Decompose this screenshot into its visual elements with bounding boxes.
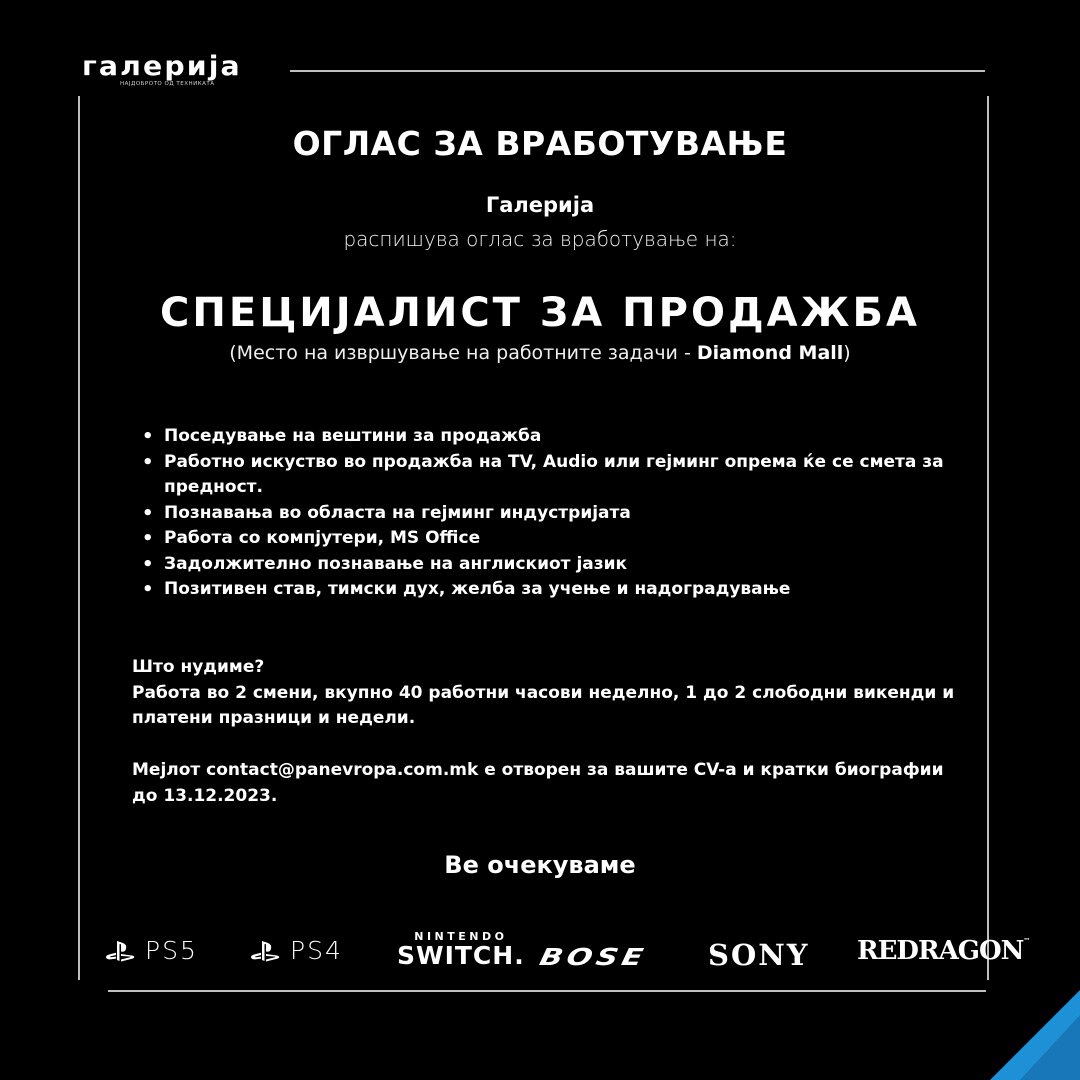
redragon-logo (857, 936, 1029, 966)
list-item: • Поседување на вештини за продажба (140, 424, 960, 450)
ps5-label: PS5 (145, 936, 198, 965)
brand-logos (105, 928, 1030, 978)
ps4-label: PS4 (290, 936, 343, 965)
location-suffix: ) (843, 342, 851, 364)
intro-text: распишува оглас за вработување на: (343, 227, 737, 251)
offer-question: Што нудиме? (132, 657, 265, 677)
galerija-logo (82, 52, 272, 92)
redragon-label: REDRAGON (857, 936, 1024, 966)
company-name: Галерија (485, 193, 595, 217)
location-place: Diamond Mall (696, 342, 844, 364)
list-item: • Работно искуство во продажба на TV, Audio или гејминг опрема ќе се смета за предност. (140, 450, 960, 501)
frame-bottom-line (108, 990, 986, 992)
logo-tagline: НАЈДОБРОТО ОД ТЕХНИКАТА (120, 81, 215, 87)
offer-text: Работа во 2 смени, вкупно 40 работни часови неделно, 1 до 2 слободни викенди и платени празници и недели. (132, 682, 955, 728)
playstation-icon (250, 940, 282, 964)
sony-logo: SONY (708, 938, 810, 972)
ps5-logo (105, 936, 198, 965)
logo-wordmark: галерија (82, 51, 242, 82)
switch-top-label: NINTENDO (414, 930, 508, 943)
offer-section (132, 655, 962, 732)
job-position: СПЕЦИЈАЛИСТ ЗА ПРОДАЖБА (160, 290, 920, 336)
job-location (0, 342, 1080, 364)
list-item: • Познавања во областа на гејминг индустријата (140, 501, 960, 527)
nintendo-switch-logo (397, 930, 525, 969)
switch-bottom-label: SWITCH. (397, 941, 525, 970)
location-prefix: (Место на извршување на работните задачи - (229, 342, 697, 364)
contact-text: Мејлот contact@panevropa.com.mk е отворен за вашите CV-а и кратки биографии до 13.12.2023. (132, 760, 944, 806)
ps4-logo (250, 936, 343, 965)
playstation-icon (105, 940, 137, 964)
list-item: • Задолжително познавање на англискиот јазик (140, 552, 960, 578)
corner-accent-icon (990, 990, 1080, 1080)
list-item: • Позитивен став, тимски дух, желба за учење и надоградување (140, 577, 960, 603)
requirements-list (140, 424, 960, 603)
trademark-mark: ™ (1023, 936, 1030, 945)
frame-top-line (290, 70, 985, 72)
closing-text: Ве очекуваме (444, 851, 636, 879)
list-item: • Работа со компјутери, MS Office (140, 526, 960, 552)
page-title: ОГЛАС ЗА ВРАБОТУВАЊЕ (292, 124, 788, 163)
bose-logo: BOSE (537, 943, 650, 972)
